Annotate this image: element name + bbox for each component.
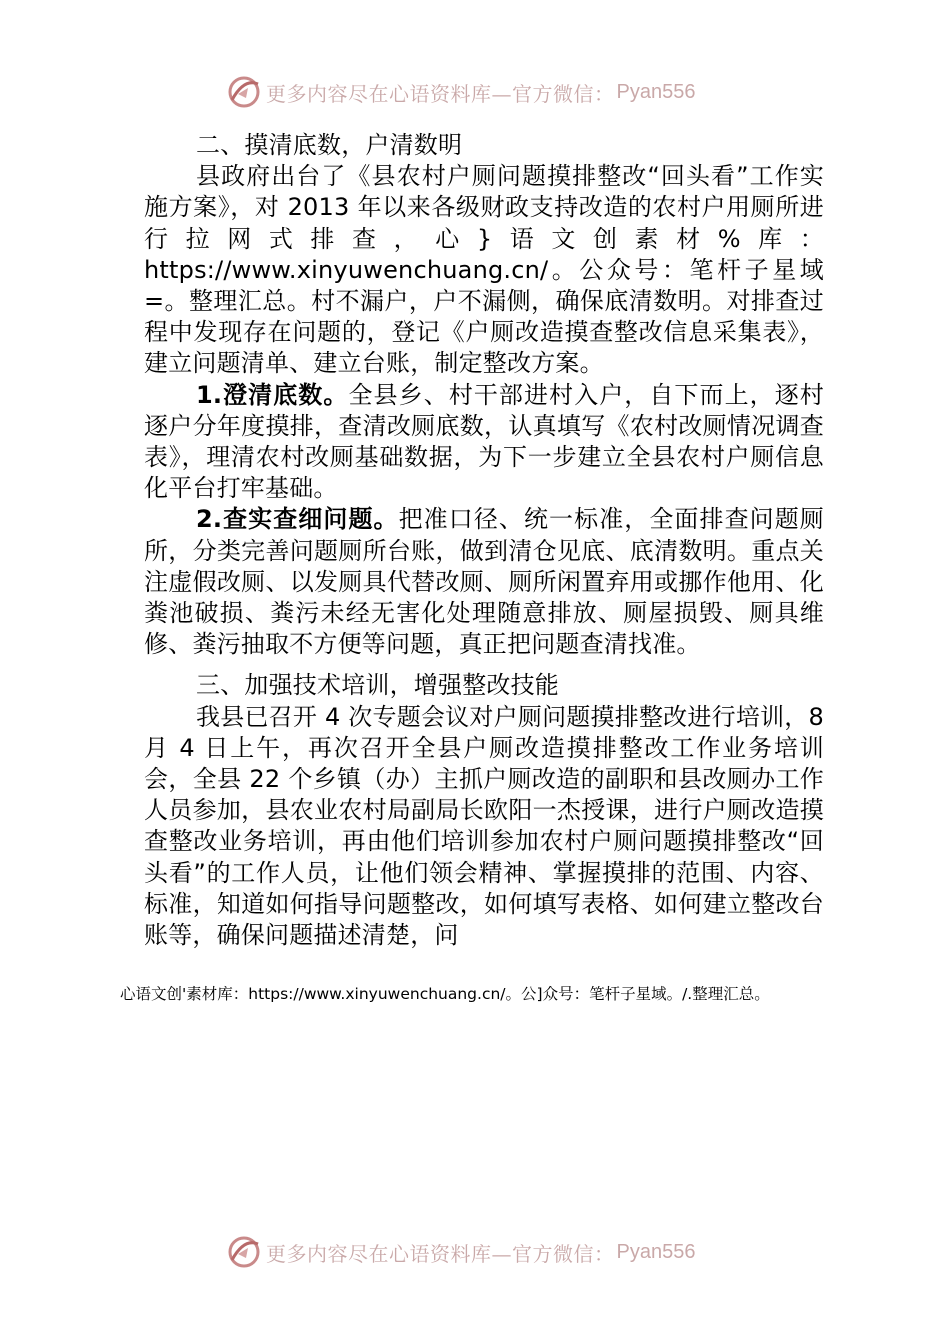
- watermark-text: 更多内容尽在心语资料库—官方微信：: [266, 1241, 615, 1266]
- section-2-point-1: [144, 380, 824, 505]
- watermark-id: Pyan556: [616, 1240, 696, 1263]
- watermark-logo-icon: [226, 74, 262, 110]
- section-2-point-2: [144, 504, 824, 660]
- document-body: [144, 130, 824, 951]
- footnote: 心语文创'素材库：https://www.xinyuwenchuang.cn/。公]众号：笔杆子星域。/.整理汇总。: [120, 985, 770, 1003]
- section-3-heading: 三、加强技术培训，增强整改技能: [196, 671, 559, 700]
- point-1-lead: 1.澄清底数。: [196, 380, 349, 409]
- point-2-body: 把准口径、统一标准，全面排查问题厕所，分类完善问题厕所台账，做到清仓见底、底清数明。重点关注虚假改厕、以发厕具代替改厕、厕所闲置弃用或挪作他用、化粪池破损、粪污未经无害化处理随意排放、厕屋损毁、厕具维修、粪污抽取不方便等问题，真正把问题查清找准。: [144, 505, 824, 659]
- bottom-watermark-banner: [226, 1234, 695, 1270]
- watermark-text: 更多内容尽在心语资料库—官方微信：: [266, 81, 615, 106]
- top-watermark-banner: [226, 74, 695, 110]
- section-2-intro: 县政府出台了《县农村户厕问题摸排整改“回头看”工作实施方案》，对 2013 年以来各级财政支持改造的农村户用厕所进行拉网式排查，心}语文创素材%库：https://www.xinyuwenchuang.cn/。公众号：笔杆子星域=。整理汇总。村不漏户，户不漏侧，确保底清数明。对排查过程中发现存在问题的，登记《户厕改造摸查整改信息采集表》，建立问题清单、建立台账，制定整改方案。: [144, 162, 824, 378]
- section-3-body: 我县已召开 4 次专题会议对户厕问题摸排整改进行培训，8 月 4 日上午，再次召开全县户厕改造摸排整改工作业务培训会，全县 22 个乡镇（办）主抓户厕改造的副职和县改厕办工作人员参加，县农业农村局副局长欧阳一杰授课，进行户厕改造摸查整改业务培训，再由他们培训参加农村户厕问题摸排整改“回头看”的工作人员，让他们领会精神、掌握摸排的范围、内容、标准，知道如何指导问题整改，如何填写表格、如何建立整改台账等，确保问题描述清楚，问: [144, 702, 824, 950]
- section-2-heading: 二、摸清底数，户清数明: [196, 131, 463, 159]
- watermark-logo-icon: [226, 1234, 262, 1270]
- point-2-lead: 2.查实查细问题。: [196, 505, 399, 534]
- watermark-id: Pyan556: [616, 80, 696, 103]
- point-1-body: 全县乡、村干部进村入户，自下而上，逐村逐户分年度摸排，查清改厕底数，认真填写《农村改厕情况调查表》，理清农村改厕基础数据，为下一步建立全县农村户厕信息化平台打牢基础。: [144, 380, 824, 503]
